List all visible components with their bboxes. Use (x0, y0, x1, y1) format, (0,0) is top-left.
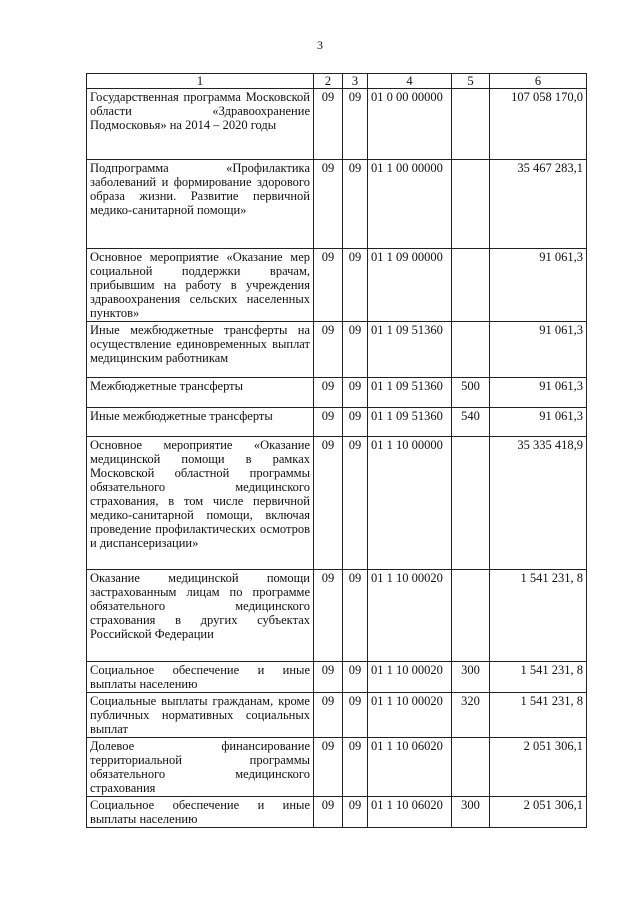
row-target-code: 01 1 10 06020 (368, 738, 452, 797)
row-expense-type (452, 160, 490, 249)
row-target-code: 01 1 10 06020 (368, 797, 452, 828)
row-code-2: 09 (314, 249, 343, 322)
table-row (87, 662, 587, 693)
row-code-2: 09 (314, 160, 343, 249)
row-code-3: 09 (343, 570, 368, 662)
table-row (87, 797, 587, 828)
row-name: Основное мероприятие «Оказание мер социальной поддержки врачам, прибывшим на работу в учреждения здравоохранения сельских населенных пунктов» (87, 249, 314, 322)
row-amount: 2 051 306,1 (490, 738, 587, 797)
page-number: 3 (317, 38, 323, 52)
row-code-3: 09 (343, 89, 368, 160)
row-name: Долевое финансирование территориальной программы обязательного медицинского страхования (87, 738, 314, 797)
row-code-2: 09 (314, 408, 343, 437)
row-target-code: 01 1 10 00020 (368, 570, 452, 662)
row-target-code: 01 1 10 00000 (368, 437, 452, 570)
row-code-3: 09 (343, 249, 368, 322)
row-code-2: 09 (314, 797, 343, 828)
row-code-2: 09 (314, 437, 343, 570)
row-code-2: 09 (314, 570, 343, 662)
row-target-code: 01 1 09 51360 (368, 378, 452, 408)
row-code-2: 09 (314, 738, 343, 797)
row-amount: 1 541 231, 8 (490, 662, 587, 693)
row-target-code: 01 0 00 00000 (368, 89, 452, 160)
row-code-2: 09 (314, 322, 343, 378)
row-code-2: 09 (314, 378, 343, 408)
row-code-3: 09 (343, 693, 368, 738)
row-target-code: 01 1 10 00020 (368, 662, 452, 693)
table-row (87, 89, 587, 160)
row-name: Государственная программа Московской области «Здравоохранение Подмосковья» на 2014 – 2020 годы (87, 89, 314, 160)
row-code-3: 09 (343, 797, 368, 828)
row-target-code: 01 1 09 00000 (368, 249, 452, 322)
row-amount: 35 335 418,9 (490, 437, 587, 570)
row-expense-type: 300 (452, 797, 490, 828)
row-amount: 91 061,3 (490, 322, 587, 378)
row-expense-type: 540 (452, 408, 490, 437)
row-target-code: 01 1 10 00020 (368, 693, 452, 738)
table-row (87, 437, 587, 570)
row-code-3: 09 (343, 378, 368, 408)
row-amount: 91 061,3 (490, 249, 587, 322)
row-name: Социальное обеспечение и иные выплаты населению (87, 662, 314, 693)
row-target-code: 01 1 00 00000 (368, 160, 452, 249)
row-name: Основное мероприятие «Оказание медицинской помощи в рамках Московской областной программы обязательного медицинского страхования, в том числе первичной медико-санитарной помощи, включая проведение профилактических осмотров и диспансеризации» (87, 437, 314, 570)
row-name: Подпрограмма «Профилактика заболеваний и формирование здорового образа жизни. Развитие первичной медико-санитарной помощи» (87, 160, 314, 249)
row-name: Иные межбюджетные трансферты на осуществление единовременных выплат медицинским работникам (87, 322, 314, 378)
row-expense-type (452, 249, 490, 322)
row-expense-type (452, 89, 490, 160)
row-amount: 35 467 283,1 (490, 160, 587, 249)
row-amount: 91 061,3 (490, 378, 587, 408)
table-row (87, 738, 587, 797)
table-row (87, 693, 587, 738)
row-expense-type: 300 (452, 662, 490, 693)
header-row (87, 74, 587, 89)
row-amount: 107 058 170,0 (490, 89, 587, 160)
row-amount: 1 541 231, 8 (490, 570, 587, 662)
row-code-3: 09 (343, 408, 368, 437)
table-row (87, 160, 587, 249)
row-target-code: 01 1 09 51360 (368, 408, 452, 437)
column-header: 1 (87, 74, 314, 89)
row-name: Иные межбюджетные трансферты (87, 408, 314, 437)
row-code-3: 09 (343, 437, 368, 570)
table-row (87, 249, 587, 322)
row-target-code: 01 1 09 51360 (368, 322, 452, 378)
row-expense-type: 500 (452, 378, 490, 408)
column-header: 3 (343, 74, 368, 89)
row-code-3: 09 (343, 322, 368, 378)
table-row (87, 322, 587, 378)
row-expense-type (452, 570, 490, 662)
table-row (87, 378, 587, 408)
row-code-2: 09 (314, 693, 343, 738)
table-row (87, 408, 587, 437)
row-code-3: 09 (343, 160, 368, 249)
row-amount: 1 541 231, 8 (490, 693, 587, 738)
table-row (87, 570, 587, 662)
row-name: Оказание медицинской помощи застрахованным лицам по программе обязательного медицинского страхования в других субъектах Российской Федерации (87, 570, 314, 662)
row-expense-type (452, 322, 490, 378)
row-amount: 91 061,3 (490, 408, 587, 437)
row-amount: 2 051 306,1 (490, 797, 587, 828)
row-expense-type: 320 (452, 693, 490, 738)
column-header: 2 (314, 74, 343, 89)
row-code-2: 09 (314, 662, 343, 693)
row-code-2: 09 (314, 89, 343, 160)
column-header: 4 (368, 74, 452, 89)
row-name: Социальное обеспечение и иные выплаты населению (87, 797, 314, 828)
column-header: 5 (452, 74, 490, 89)
column-header: 6 (490, 74, 587, 89)
row-name: Социальные выплаты гражданам, кроме публичных нормативных социальных выплат (87, 693, 314, 738)
row-expense-type (452, 738, 490, 797)
row-name: Межбюджетные трансферты (87, 378, 314, 408)
row-expense-type (452, 437, 490, 570)
row-code-3: 09 (343, 662, 368, 693)
budget-table (86, 73, 587, 828)
row-code-3: 09 (343, 738, 368, 797)
